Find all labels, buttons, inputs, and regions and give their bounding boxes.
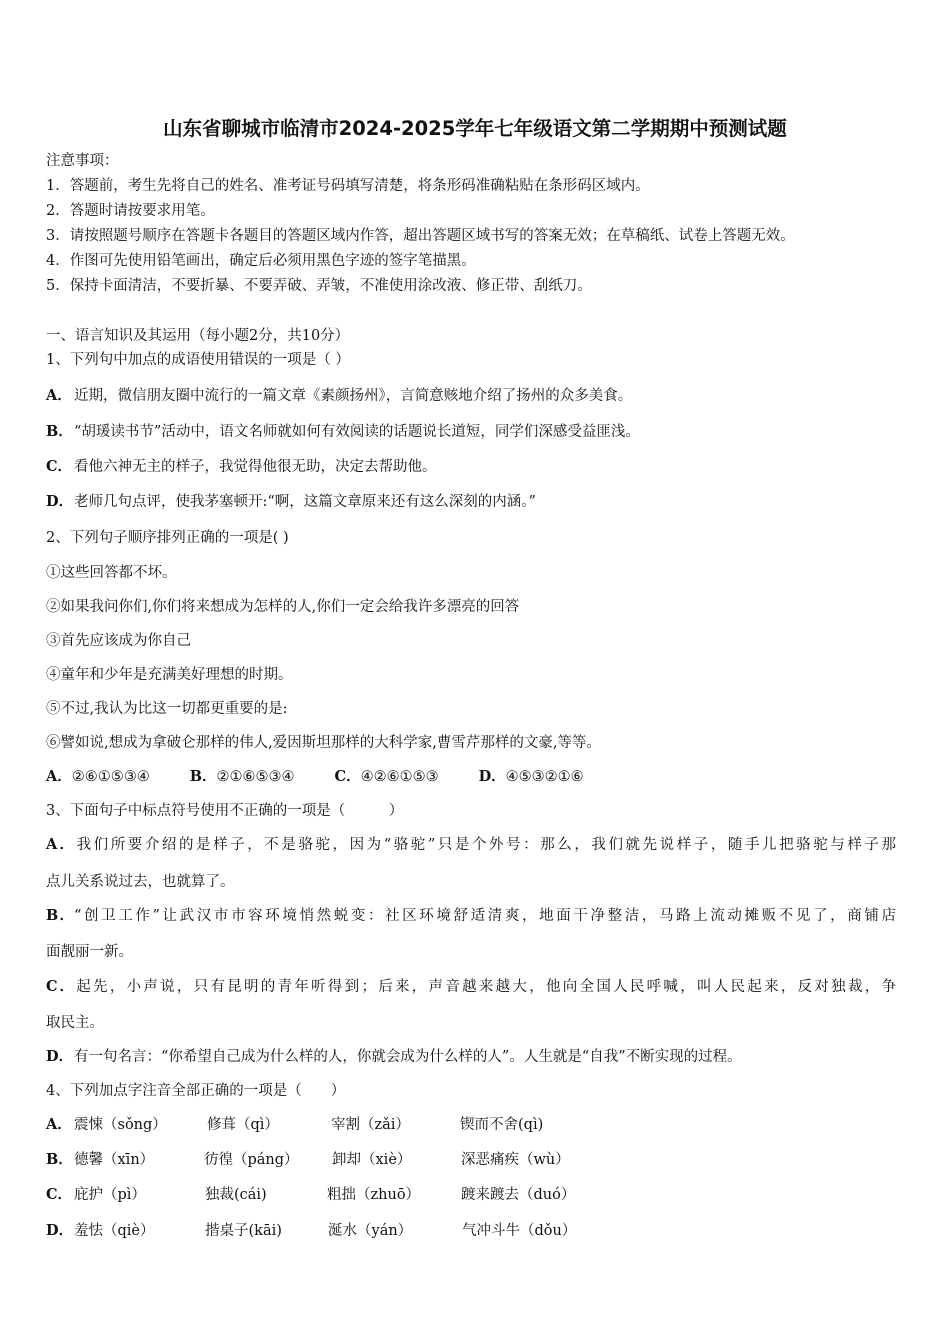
pinyin-item: 羞怯（qiè） xyxy=(74,1223,155,1239)
option-text: 老师几句点评，使我茅塞顿开:“啊，这篇文章原来还有这么深刻的内涵。” xyxy=(74,494,536,510)
notice-item: 4．作图可先使用铅笔画出，确定后必须用黑色字迹的签字笔描黑。 xyxy=(46,253,476,269)
option-line xyxy=(46,493,536,511)
option-letter: D． xyxy=(46,1048,74,1065)
option-text: 我们所要介绍的是样子，不是骆驼，因为“骆驼”只是个外号：那么，我们就先说样子，随手儿把骆驼与样子那 xyxy=(74,837,896,853)
option-text: 看他六神无主的样子，我觉得他很无助，决定去帮助他。 xyxy=(74,459,437,475)
question-stem: 3、下面句子中标点符号使用不正确的一项是（ ） xyxy=(46,803,404,819)
option-letter: C． xyxy=(46,978,74,995)
notice-item: 3．请按照题号顺序在答题卡各题目的答题区域内作答，超出答题区域书写的答案无效；在草稿纸、试卷上答题无效。 xyxy=(46,228,795,244)
option-letter: B． xyxy=(46,907,74,924)
pinyin-item: 气冲斗牛（dǒu） xyxy=(462,1223,577,1239)
option-letter: D． xyxy=(46,1222,74,1239)
pinyin-item: 修葺（qì） xyxy=(207,1117,279,1133)
option-line xyxy=(46,836,896,854)
option-line xyxy=(46,423,640,441)
option-letter: C． xyxy=(334,768,361,785)
pinyin-item: 揩桌子(kāi) xyxy=(205,1223,282,1239)
page-title: 山东省聊城市临清市2024-2025学年七年级语文第二学期期中预测试题 xyxy=(163,117,787,140)
question-stem: 2、下列句子顺序排列正确的一项是( ) xyxy=(46,530,289,546)
question-stem: 1、下列句中加点的成语使用错误的一项是（ ） xyxy=(46,352,350,368)
notice-item: 2．答题时请按要求用笔。 xyxy=(46,203,215,219)
pinyin-item: 踱来踱去（duó） xyxy=(461,1187,576,1203)
option-letter: D． xyxy=(46,493,74,510)
option-continuation: 面靓丽一新。 xyxy=(46,944,133,960)
question-stem: 4、下列加点字注音全部正确的一项是（ ） xyxy=(46,1083,346,1099)
option-text: ②⑥①⑤③④ xyxy=(71,769,150,785)
pinyin-item: 宰割（zǎi） xyxy=(331,1117,410,1133)
option-letter: D． xyxy=(478,768,506,785)
section-heading: 一、语言知识及其运用（每小题2分，共10分） xyxy=(46,328,350,344)
notice-item: 1．答题前，考生先将自己的姓名、准考证号码填写清楚，将条形码准确粘贴在条形码区域内。 xyxy=(46,178,650,194)
option-letter: B． xyxy=(46,1151,73,1168)
pinyin-item: 彷徨（páng） xyxy=(204,1152,299,1168)
option-line xyxy=(46,978,896,996)
option-letter: B． xyxy=(46,423,73,440)
option-line xyxy=(46,387,632,405)
option-text: 起先，小声说，只有昆明的青年听得到；后来，声音越来越大，他向全国人民呼喊，叫人民起来，反对独裁，争 xyxy=(74,979,896,995)
sentence: ④童年和少年是充满美好理想的时期。 xyxy=(46,667,293,683)
option-letter: C． xyxy=(46,1186,73,1203)
pinyin-item: 震悚（sǒng） xyxy=(74,1117,167,1133)
pinyin-item: 独裁(cái) xyxy=(205,1187,267,1203)
option-line xyxy=(46,1048,742,1066)
sentence: ⑥譬如说,想成为拿破仑那样的伟人,爱因斯坦那样的大科学家,曹雪芹那样的文豪,等等。 xyxy=(46,735,601,751)
pinyin-item: 锲而不舍(qì) xyxy=(460,1117,544,1133)
option-letter: A． xyxy=(46,387,72,404)
option-text: ④⑤③②①⑥ xyxy=(505,769,584,785)
sentence: ②如果我问你们,你们将来想成为怎样的人,你们一定会给我许多漂亮的回答 xyxy=(46,599,520,615)
option-letter: A． xyxy=(46,1116,72,1133)
notice-heading: 注意事项： xyxy=(46,153,119,169)
pinyin-item: 涎水（yán） xyxy=(328,1223,413,1239)
option-line xyxy=(46,458,437,476)
sentence: ①这些回答都不坏。 xyxy=(46,565,177,581)
option-continuation: 取民主。 xyxy=(46,1015,104,1031)
pinyin-item: 德馨（xīn） xyxy=(74,1152,155,1168)
notice-item: 5．保持卡面清洁，不要折暴、不要弄破、弄皱，不准使用涂改液、修正带、刮纸刀。 xyxy=(46,278,592,294)
sentence: ③首先应该成为你自己 xyxy=(46,633,191,649)
option-text: “创卫工作”让武汉市市容环境悄然蜕变：社区环境舒适清爽，地面干净整洁，马路上流动摊贩不见了，商铺店 xyxy=(74,908,896,924)
option-text: “胡瑗读书节”活动中，语文名师就如何有效阅读的话题说长道短，同学们深感受益匪浅。 xyxy=(74,424,640,440)
option-line xyxy=(46,907,896,925)
option-text: 有一句名言：“你希望自己成为什么样的人，你就会成为什么样的人”。人生就是“自我”不断实现的过程。 xyxy=(74,1049,742,1065)
pinyin-item: 深恶痛疾（wù） xyxy=(461,1152,570,1168)
option-text: ④②⑥①⑤③ xyxy=(360,769,439,785)
option-row xyxy=(46,768,584,786)
option-continuation: 点儿关系说过去，也就算了。 xyxy=(46,874,235,890)
option-text: 近期，微信朋友圈中流行的一篇文章《素颜扬州》，言简意赅地介绍了扬州的众多美食。 xyxy=(74,388,633,404)
pinyin-item: 庇护（pì） xyxy=(74,1187,146,1203)
option-letter: C． xyxy=(46,458,73,475)
option-letter: B． xyxy=(189,768,217,785)
pinyin-item: 卸却（xiè） xyxy=(332,1152,412,1168)
pinyin-item: 粗拙（zhuō） xyxy=(327,1187,421,1203)
option-letter: A． xyxy=(46,768,72,785)
option-text: ②①⑥⑤③④ xyxy=(216,769,295,785)
sentence: ⑤不过,我认为比这一切都更重要的是: xyxy=(46,701,288,717)
option-letter: A． xyxy=(46,836,74,853)
